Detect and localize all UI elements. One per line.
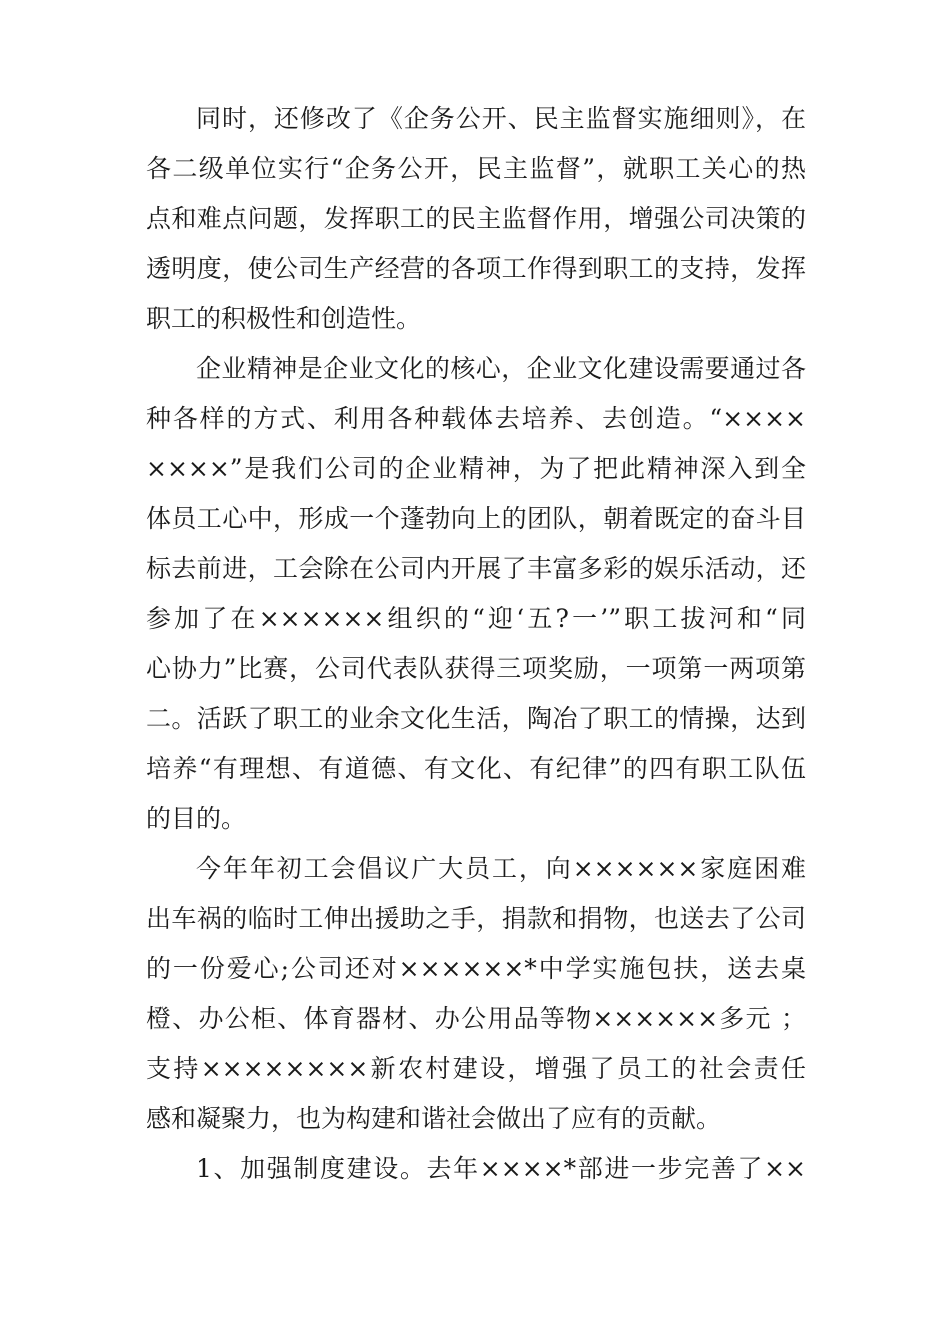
paragraph-2-line-4: 体员工心中，形成一个蓬勃向上的团队，朝着既定的奋斗目 [146, 504, 806, 533]
paragraph-3-line-3: 的一份爱心;公司还对××××××*中学实施包扶，送去桌 [146, 954, 806, 983]
paragraph-1-line-2: 各二级单位实行“企务公开，民主监督”，就职工关心的热 [146, 154, 806, 183]
paragraph-2-line-1: 企业精神是企业文化的核心，企业文化建设需要通过各 [196, 354, 806, 383]
paragraph-1-line-1: 同时，还修改了《企务公开、民主监督实施细则》，在 [196, 104, 806, 133]
paragraph-2-line-5: 标去前进，工会除在公司内开展了丰富多彩的娱乐活动，还 [146, 554, 806, 583]
paragraph-1-line-3: 点和难点问题，发挥职工的民主监督作用，增强公司决策的 [146, 204, 806, 233]
paragraph-3-line-6: 感和凝聚力，也为构建和谐社会做出了应有的贡献。 [146, 1104, 722, 1133]
paragraph-1-line-5: 职工的积极性和创造性。 [146, 304, 422, 333]
paragraph-3-line-4: 橙、办公柜、体育器材、办公用品等物××××××多元 ； [146, 1004, 806, 1033]
paragraph-1-line-4: 透明度，使公司生产经营的各项工作得到职工的支持，发挥 [146, 254, 806, 283]
paragraph-2-line-8: 二。活跃了职工的业余文化生活，陶冶了职工的情操，达到 [146, 704, 806, 733]
paragraph-4-line-1: 1、加强制度建设。去年××××*部进一步完善了×× [196, 1154, 806, 1183]
paragraph-2-line-7: 心协力”比赛，公司代表队获得三项奖励，一项第一两项第 [146, 654, 806, 683]
paragraph-3-line-2: 出车祸的临时工伸出援助之手，捐款和捐物，也送去了公司 [146, 904, 806, 933]
paragraph-2-line-3: ××××”是我们公司的企业精神，为了把此精神深入到全 [146, 454, 806, 483]
paragraph-2-line-6: 参加了在××××××组织的“迎‘五?一’”职工拔河和“同 [146, 604, 806, 633]
paragraph-3-line-1: 今年年初工会倡议广大员工，向××××××家庭困难 [196, 854, 806, 883]
paragraph-2-line-2: 种各样的方式、利用各种载体去培养、去创造。“×××× [146, 404, 806, 433]
paragraph-2-line-10: 的目的。 [146, 804, 247, 833]
paragraph-2-line-9: 培养“有理想、有道德、有文化、有纪律”的四有职工队伍 [146, 754, 806, 783]
paragraph-3-line-5: 支持××××××××新农村建设，增强了员工的社会责任 [146, 1054, 806, 1083]
